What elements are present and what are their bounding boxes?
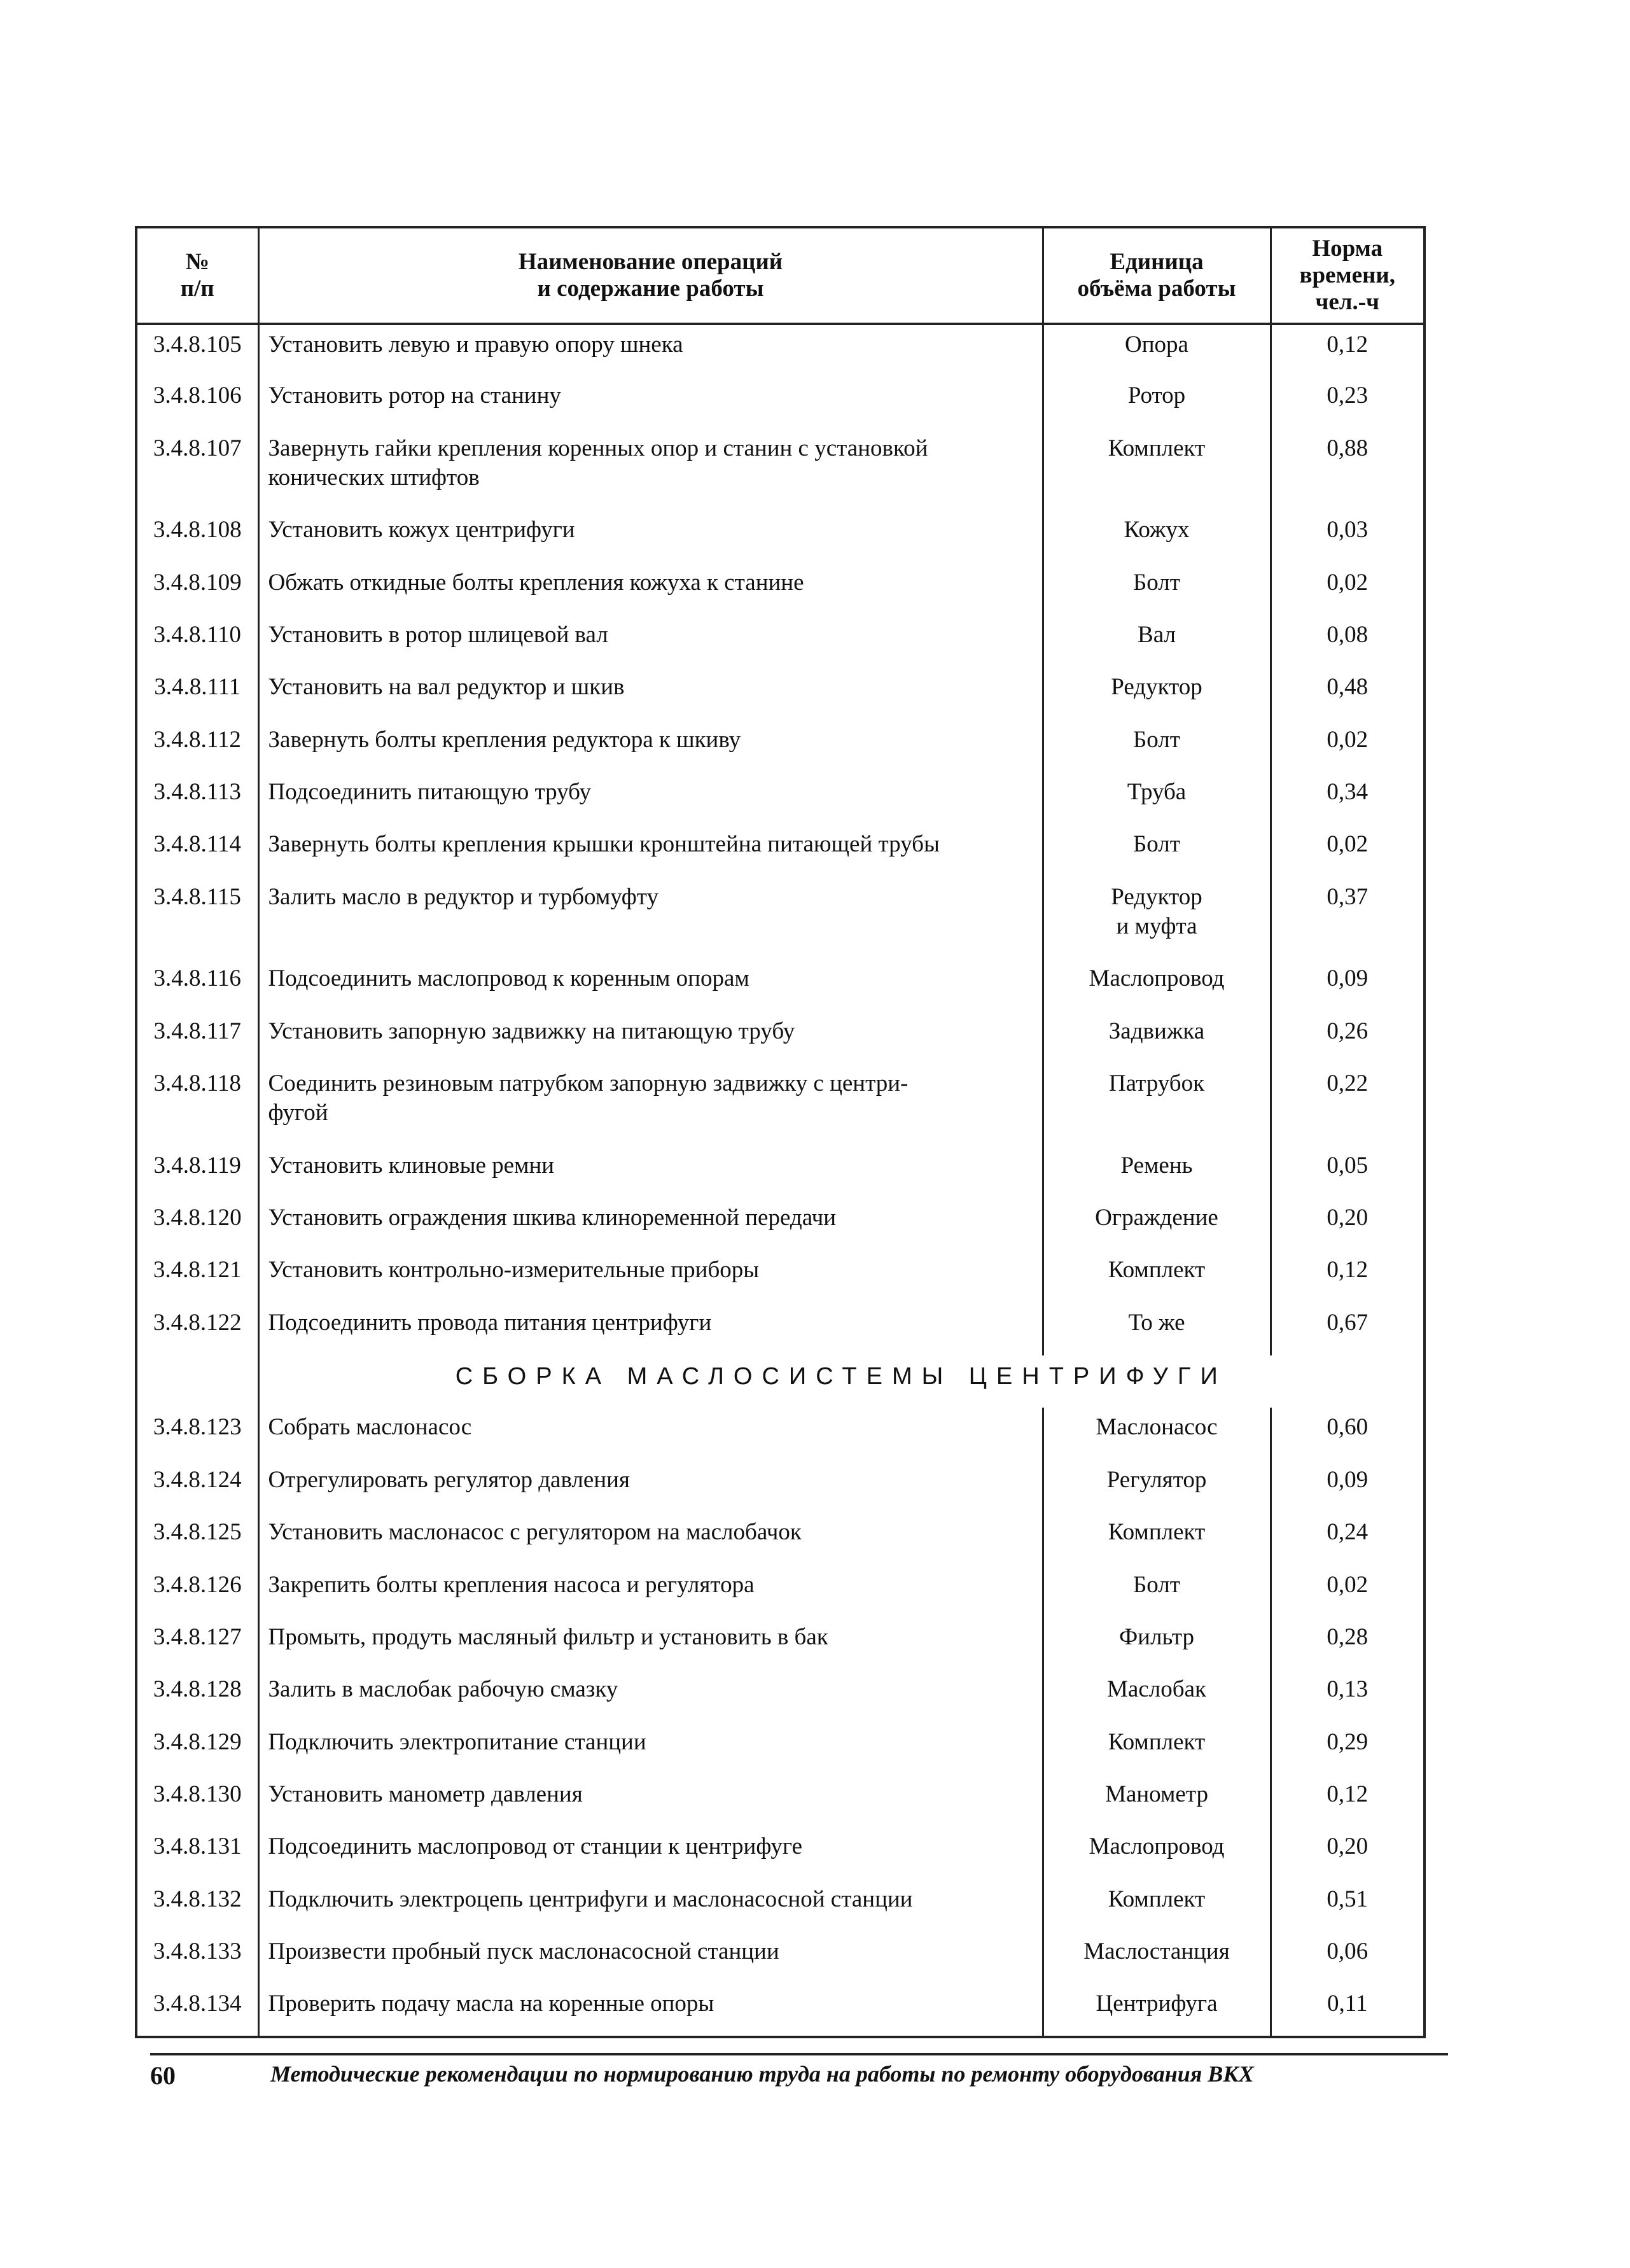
time-norm: 0,28 [1271,1618,1425,1670]
time-norm: 0,22 [1271,1064,1425,1146]
operation-name: Установить клиновые ремни [258,1146,1043,1198]
footer-title: Методические рекомендации по нормированию труда на работы по ремонту оборудования ВКХ [270,2061,1254,2087]
operation-name: Завернуть гайки крепления коренных опор и станин с установкой конических штифтов [258,429,1043,511]
unit-of-work: Патрубок [1043,1064,1271,1146]
header-unit [1043,227,1271,324]
operation-name: Завернуть болты крепления редуктора к шкиву [258,720,1043,773]
operations-table [135,226,1426,2038]
row-number: 3.4.8.134 [136,1984,258,2037]
unit-of-work: Редуктор [1043,668,1271,720]
time-norm: 0,02 [1271,720,1425,773]
unit-of-work: Центрифуга [1043,1984,1271,2037]
header-norm-text: Норма времени, чел.-ч [1299,235,1395,315]
table-row [136,1408,1425,1460]
time-norm: 0,02 [1271,1565,1425,1618]
row-number: 3.4.8.111 [136,668,258,720]
table-row [136,668,1425,720]
row-number: 3.4.8.108 [136,510,258,563]
header-num-text: № п/п [180,249,214,302]
time-norm: 0,06 [1271,1932,1425,1984]
row-number: 3.4.8.112 [136,720,258,773]
unit-of-work: Регулятор [1043,1460,1271,1513]
unit-of-work: Комплект [1043,1513,1271,1565]
unit-of-work: Маслопровод [1043,1827,1271,1879]
table-row [136,1618,1425,1670]
unit-of-work: Манометр [1043,1775,1271,1827]
time-norm: 0,05 [1271,1146,1425,1198]
row-number: 3.4.8.127 [136,1618,258,1670]
row-number: 3.4.8.126 [136,1565,258,1618]
row-number: 3.4.8.121 [136,1250,258,1303]
unit-of-work: Ограждение [1043,1198,1271,1250]
table-row [136,1565,1425,1618]
row-number: 3.4.8.114 [136,825,258,877]
table-row [136,1932,1425,1984]
row-number: 3.4.8.107 [136,429,258,511]
unit-of-work: Болт [1043,720,1271,773]
operation-name: Подсоединить маслопровод от станции к центрифуге [258,1827,1043,1879]
table-row [136,1827,1425,1879]
operation-name: Установить на вал редуктор и шкив [258,668,1043,720]
operation-name: Установить левую и правую опору шнека [258,324,1043,376]
row-number: 3.4.8.119 [136,1146,258,1198]
time-norm: 0,12 [1271,1775,1425,1827]
table-row [136,324,1425,376]
header-unit-text: Единица объёма работы [1077,249,1236,302]
row-number: 3.4.8.133 [136,1932,258,1984]
time-norm: 0,02 [1271,563,1425,615]
operation-name: Соединить резиновым патрубком запорную задвижку с центри- фугой [258,1064,1043,1146]
unit-of-work: Маслобак [1043,1670,1271,1722]
time-norm: 0,67 [1271,1303,1425,1355]
row-number: 3.4.8.110 [136,615,258,668]
table-row [136,1460,1425,1513]
time-norm: 0,20 [1271,1827,1425,1879]
row-number: 3.4.8.132 [136,1880,258,1932]
table-row [136,1880,1425,1932]
operation-name: Подсоединить провода питания центрифуги [258,1303,1043,1355]
operation-name: Установить кожух центрифуги [258,510,1043,563]
table-row [136,1775,1425,1827]
header-num [136,227,258,324]
unit-of-work: Маслостанция [1043,1932,1271,1984]
row-number: 3.4.8.131 [136,1827,258,1879]
time-norm: 0,60 [1271,1408,1425,1460]
operation-name: Собрать маслонасос [258,1408,1043,1460]
table-row [136,1670,1425,1722]
time-norm: 0,48 [1271,668,1425,720]
table-row [136,720,1425,773]
unit-of-work: Комплект [1043,1250,1271,1303]
unit-of-work: Кожух [1043,510,1271,563]
row-number: 3.4.8.113 [136,773,258,825]
unit-of-work: Редуктор и муфта [1043,878,1271,960]
operation-name: Подключить электропитание станции [258,1723,1043,1775]
table-row [136,1303,1425,1355]
table-row [136,510,1425,563]
time-norm: 0,02 [1271,825,1425,877]
unit-of-work: Вал [1043,615,1271,668]
row-number: 3.4.8.105 [136,324,258,376]
operation-name: Установить ротор на станину [258,376,1043,428]
unit-of-work: Ремень [1043,1146,1271,1198]
row-number: 3.4.8.129 [136,1723,258,1775]
header-name [258,227,1043,324]
operation-name: Подсоединить маслопровод к коренным опорам [258,959,1043,1011]
operation-name: Установить запорную задвижку на питающую трубу [258,1012,1043,1064]
operation-name: Закрепить болты крепления насоса и регулятора [258,1565,1043,1618]
operation-name: Отрегулировать регулятор давления [258,1460,1043,1513]
row-number: 3.4.8.109 [136,563,258,615]
table-row [136,1012,1425,1064]
row-number: 3.4.8.118 [136,1064,258,1146]
unit-of-work: Ротор [1043,376,1271,428]
operation-name: Установить манометр давления [258,1775,1043,1827]
footer-divider [150,2053,1448,2055]
operation-name: Установить в ротор шлицевой вал [258,615,1043,668]
unit-of-work: Комплект [1043,1723,1271,1775]
time-norm: 0,09 [1271,959,1425,1011]
page-number: 60 [150,2061,176,2090]
time-norm: 0,20 [1271,1198,1425,1250]
time-norm: 0,09 [1271,1460,1425,1513]
unit-of-work: Маслонасос [1043,1408,1271,1460]
operation-name: Подсоединить питающую трубу [258,773,1043,825]
table-row [136,1146,1425,1198]
time-norm: 0,26 [1271,1012,1425,1064]
table-row [136,1250,1425,1303]
row-number: 3.4.8.115 [136,878,258,960]
row-number: 3.4.8.130 [136,1775,258,1827]
table-row [136,1198,1425,1250]
operation-name: Установить ограждения шкива клиноременной передачи [258,1198,1043,1250]
table-row [136,959,1425,1011]
table-row [136,376,1425,428]
header-norm [1271,227,1425,324]
time-norm: 0,24 [1271,1513,1425,1565]
time-norm: 0,37 [1271,878,1425,960]
time-norm: 0,23 [1271,376,1425,428]
operation-name: Обжать откидные болты крепления кожуха к станине [258,563,1043,615]
row-number: 3.4.8.117 [136,1012,258,1064]
operation-name: Проверить подачу масла на коренные опоры [258,1984,1043,2037]
table-row [136,563,1425,615]
section-row [136,1355,1425,1408]
time-norm: 0,29 [1271,1723,1425,1775]
time-norm: 0,12 [1271,1250,1425,1303]
time-norm: 0,51 [1271,1880,1425,1932]
operation-name: Установить контрольно-измерительные приборы [258,1250,1043,1303]
unit-of-work: Задвижка [1043,1012,1271,1064]
table-row [136,615,1425,668]
unit-of-work: Фильтр [1043,1618,1271,1670]
operation-name: Завернуть болты крепления крышки кронштейна питающей трубы [258,825,1043,877]
unit-of-work: Маслопровод [1043,959,1271,1011]
unit-of-work: Комплект [1043,1880,1271,1932]
table-row [136,1984,1425,2037]
unit-of-work: Труба [1043,773,1271,825]
time-norm: 0,34 [1271,773,1425,825]
table-header-row [136,227,1425,324]
unit-of-work: Болт [1043,825,1271,877]
operation-name: Залить в маслобак рабочую смазку [258,1670,1043,1722]
operation-name: Промыть, продуть масляный фильтр и установить в бак [258,1618,1043,1670]
time-norm: 0,88 [1271,429,1425,511]
section-empty-cell [136,1355,258,1408]
table-row [136,1723,1425,1775]
time-norm: 0,13 [1271,1670,1425,1722]
section-title: СБОРКА МАСЛОСИСТЕМЫ ЦЕНТРИФУГИ [258,1355,1425,1408]
table-row [136,773,1425,825]
time-norm: 0,03 [1271,510,1425,563]
row-number: 3.4.8.124 [136,1460,258,1513]
time-norm: 0,12 [1271,324,1425,376]
unit-of-work: То же [1043,1303,1271,1355]
row-number: 3.4.8.122 [136,1303,258,1355]
row-number: 3.4.8.123 [136,1408,258,1460]
time-norm: 0,08 [1271,615,1425,668]
unit-of-work: Опора [1043,324,1271,376]
row-number: 3.4.8.106 [136,376,258,428]
table-body [136,324,1425,2037]
unit-of-work: Комплект [1043,429,1271,511]
operation-name: Установить маслонасос с регулятором на маслобачок [258,1513,1043,1565]
operation-name: Залить масло в редуктор и турбомуфту [258,878,1043,960]
row-number: 3.4.8.125 [136,1513,258,1565]
operation-name: Подключить электроцепь центрифуги и маслонасосной станции [258,1880,1043,1932]
table-row [136,825,1425,877]
row-number: 3.4.8.128 [136,1670,258,1722]
time-norm: 0,11 [1271,1984,1425,2037]
operation-name: Произвести пробный пуск маслонасосной станции [258,1932,1043,1984]
row-number: 3.4.8.116 [136,959,258,1011]
table-row [136,1513,1425,1565]
table-row [136,1064,1425,1146]
unit-of-work: Болт [1043,563,1271,615]
table-row [136,429,1425,511]
unit-of-work: Болт [1043,1565,1271,1618]
header-name-text: Наименование операций и содержание работы [518,249,783,302]
table-row [136,878,1425,960]
row-number: 3.4.8.120 [136,1198,258,1250]
